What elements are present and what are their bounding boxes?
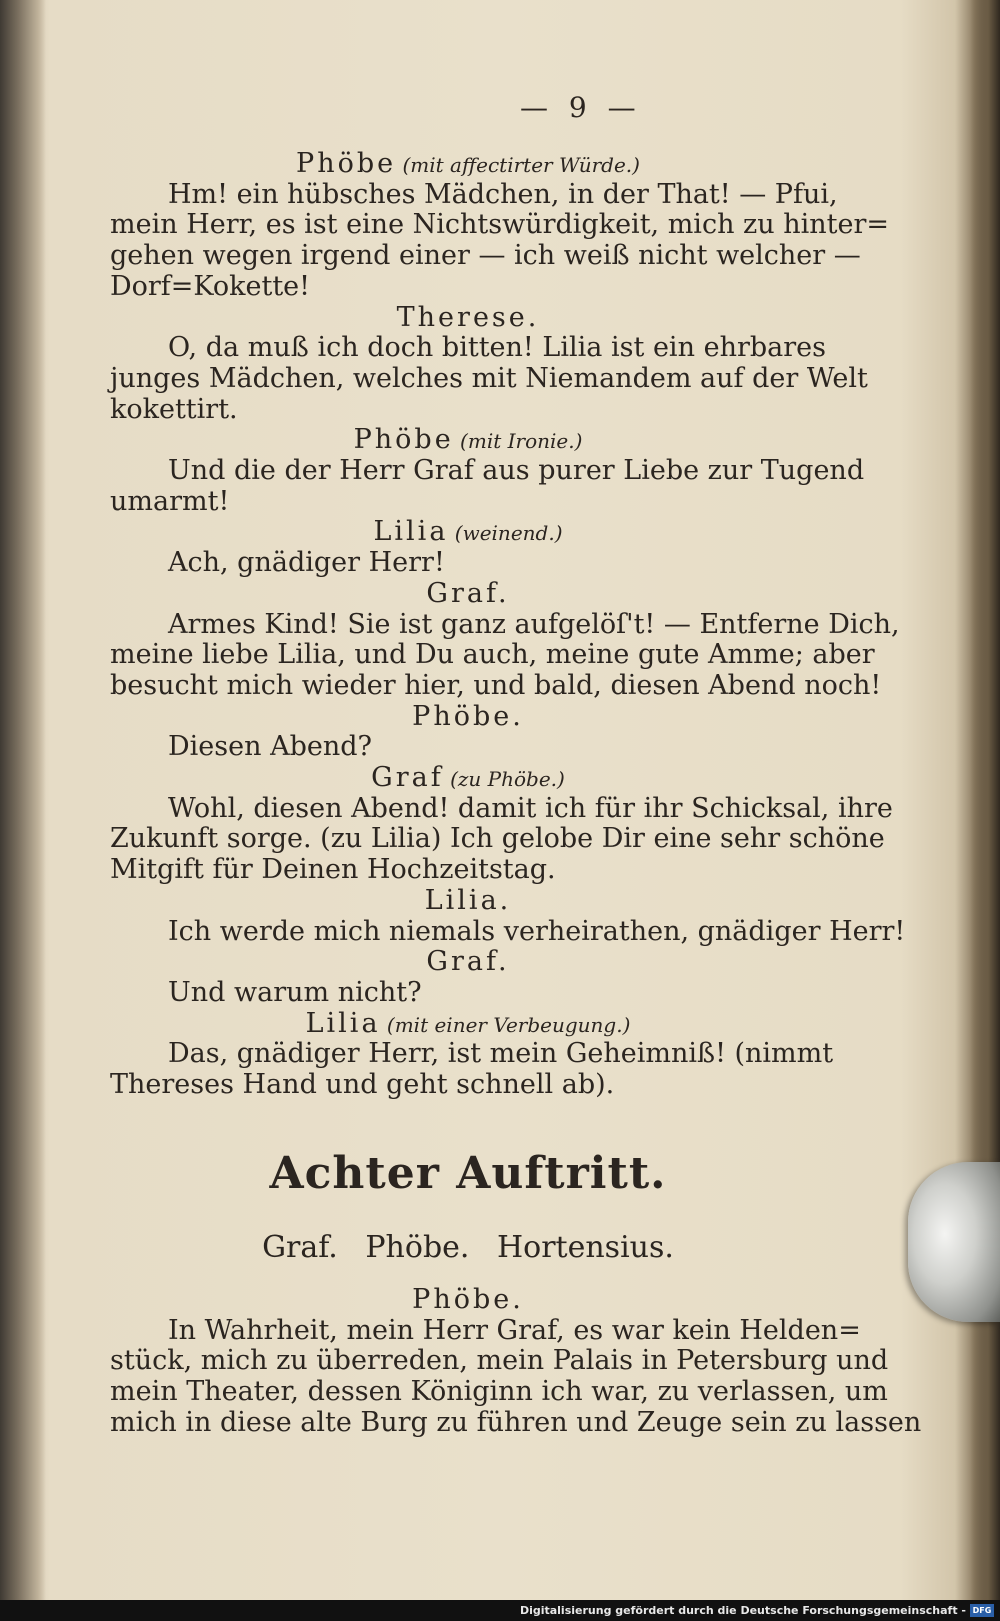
text-line: mein Theater, dessen Königinn ich war, zu verlassen, um [110, 1376, 888, 1408]
speaker-name: Phöbe. [412, 1284, 524, 1315]
dfg-logo-icon: DFG [970, 1604, 994, 1617]
speaker-name: Phöbe [296, 148, 397, 179]
speaker-heading [110, 302, 826, 333]
text-line: Dorf=Kokette! [110, 270, 310, 302]
text-line: Hm! ein hübsches Mädchen, in der That! — Pfui, [168, 178, 838, 210]
speaker-heading [110, 762, 826, 795]
stage-direction: (weinend.) [448, 521, 563, 546]
stage-direction: (mit affectirter Würde.) [396, 153, 640, 177]
speaker-heading [110, 148, 826, 181]
text-line: Mitgift für Deinen Hochzeitstag. [110, 854, 556, 886]
text-line: junges Mädchen, welches mit Niemandem auf der Welt [110, 362, 868, 394]
speaker-heading [110, 885, 826, 916]
speaker-name: Lilia [305, 1007, 381, 1039]
text-line: gehen wegen irgend einer — ich weiß nicht welcher — [110, 240, 861, 272]
speaker-heading [110, 578, 826, 609]
text-line: Und die der Herr Graf aus purer Liebe zur Tugend [168, 455, 865, 486]
page-number: — 9 — [520, 91, 642, 124]
stage-direction: (mit Ironie.) [453, 429, 583, 454]
speaker-name: Graf [371, 762, 444, 793]
text-line: Ach, gnädiger Herr! [168, 547, 445, 579]
speaker-heading [110, 424, 826, 457]
text-line: Wohl, diesen Abend! damit ich für ihr Schicksal, ihre [168, 792, 893, 824]
speaker-name: Phöbe. [412, 700, 524, 732]
text-line: Das, gnädiger Herr, ist mein Geheimniß! (nimmt [168, 1038, 834, 1070]
text-line: Und warum nicht? [168, 976, 422, 1008]
speaker-name: Therese. [396, 301, 540, 333]
scene-title: Achter Auftritt. [269, 1148, 667, 1199]
speaker-heading [110, 516, 826, 549]
text-line: O, da muß ich doch bitten! Lilia ist ein ehrbares [168, 332, 826, 364]
speaker-name: Lilia [373, 516, 449, 548]
text-line: Armes Kind! Sie ist ganz aufgelöſ't! — Entferne Dich, [168, 608, 900, 640]
speaker-heading [110, 946, 826, 977]
text-line: kokettirt. [110, 393, 238, 425]
speaker-name: Phöbe [353, 424, 454, 456]
speaker-name: Lilia. [424, 884, 512, 916]
book-spine-shadow [0, 0, 46, 1600]
text-line: Zukunft sorge. (zu Lilia) Ich gelobe Dir eine sehr schöne [110, 823, 885, 855]
speaker-heading [110, 701, 826, 732]
page-edge-shadow [970, 0, 1000, 1600]
text-line: meine liebe Lilia, und Du auch, meine gute Amme; aber [110, 639, 875, 671]
stage-direction: (mit einer Verbeugung.) [380, 1012, 631, 1037]
text-line: mich in diese alte Burg zu führen und Zeuge sein zu lassen [110, 1406, 922, 1438]
text-line: mein Herr, es ist eine Nichtswürdigkeit, mich zu hinter= [110, 209, 890, 241]
text-line: Thereses Hand und geht schnell ab). [110, 1069, 615, 1100]
text-line: stück, mich zu überreden, mein Palais in Petersburg und [110, 1345, 889, 1377]
text-line: Diesen Abend? [168, 731, 372, 763]
stage-direction: (zu Phöbe.) [443, 767, 565, 791]
speaker-name: Graf. [426, 577, 510, 609]
text-line: Ich werde mich niemals verheirathen, gnädiger Herr! [168, 915, 906, 947]
text-line: besucht mich wieder hier, und bald, diesen Abend noch! [110, 669, 882, 701]
footer-bar [0, 1600, 1000, 1621]
scene-cast: Graf. Phöbe. Hortensius. [262, 1230, 674, 1265]
text-line: In Wahrheit, mein Herr Graf, es war kein Helden= [168, 1314, 861, 1346]
footer-credit: Digitalisierung gefördert durch die Deutsche Forschungsgemeinschaft - [519, 1604, 966, 1617]
page-clip [908, 1162, 1000, 1322]
speaker-heading [110, 1008, 826, 1041]
speaker-heading [110, 1284, 826, 1315]
text-line: umarmt! [110, 485, 230, 517]
speaker-name: Graf. [426, 946, 510, 978]
